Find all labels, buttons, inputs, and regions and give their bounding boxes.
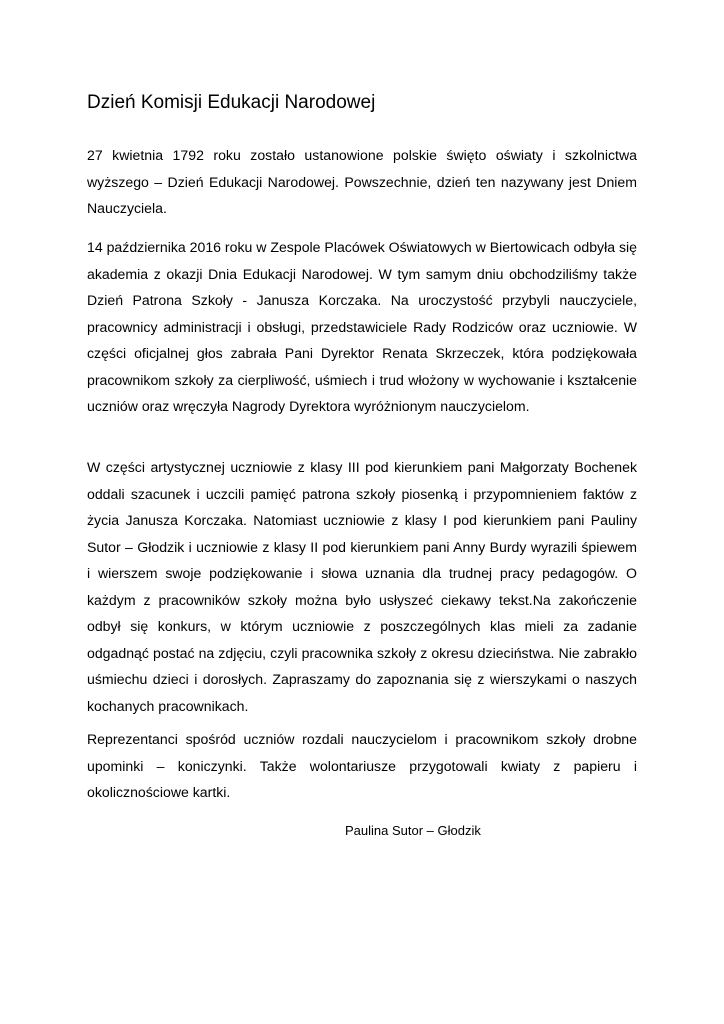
- paragraph-intro: 27 kwietnia 1792 roku zostało ustanowione polskie święto oświaty i szkolnictwa wyższego – Dzień Edukacji Narodowej. Powszechnie, dzień ten nazywany jest Dniem Nauczyciela.: [87, 147, 637, 216]
- paragraph-gifts: Reprezentanci spośród uczniów rozdali nauczycielom i pracownikom szkoły drobne upominki – koniczynki. Także wolontariusze przygotowali kwiaty z papieru i okolicznościowe kartki.: [87, 731, 637, 800]
- document-title: Dzień Komisji Edukacji Narodowej: [87, 92, 376, 113]
- paragraph-ceremony: 14 października 2016 roku w Zespole Placówek Oświatowych w Biertowicach odbyła się akademia z okazji Dnia Edukacji Narodowej. W tym samym dniu obchodziliśmy także Dzień Patrona Szkoły - Janusza Korczaka. Na uroczystość przybyli nauczyciele, pracownicy administracji i obsługi, przedstawiciele Rady Rodziców oraz uczniowie. W części oficjalnej głos zabrała Pani Dyrektor Renata Skrzeczek, która podziękowała pracownikom szkoły za cierpliwość, uśmiech i trud włożony w wychowanie i kształcenie uczniów oraz wręczyła Nagrody Dyrektora wyróżnionym nauczycielom.: [87, 239, 637, 414]
- author-signature: Paulina Sutor – Głodzik: [345, 823, 481, 838]
- paragraph-artistic-part: W części artystycznej uczniowie z klasy III pod kierunkiem pani Małgorzaty Bochenek oddali szacunek i uczcili pamięć patrona szkoły piosenką i przypomnieniem faktów z życia Janusza Korczaka. Natomiast uczniowie z klasy I pod kierunkiem pani Pauliny Sutor – Głodzik i uczniowie z klasy II pod kierunkiem pani Anny Burdy wyrazili śpiewem i wierszem swoje podziękowanie i słowa uznania dla trudnej pracy pedagogów. O każdym z pracowników szkoły można było usłyszeć ciekawy tekst.Na zakończenie odbył się konkurs, w którym uczniowie z poszczególnych klas mieli za zadanie odgadnąć postać na zdjęciu, czyli pracownika szkoły z okresu dzieciństwa. Nie zabrakło uśmiechu dzieci i dorosłych. Zapraszamy do zapoznania się z wierszykami o naszych kochanych pracownikach.: [87, 459, 637, 714]
